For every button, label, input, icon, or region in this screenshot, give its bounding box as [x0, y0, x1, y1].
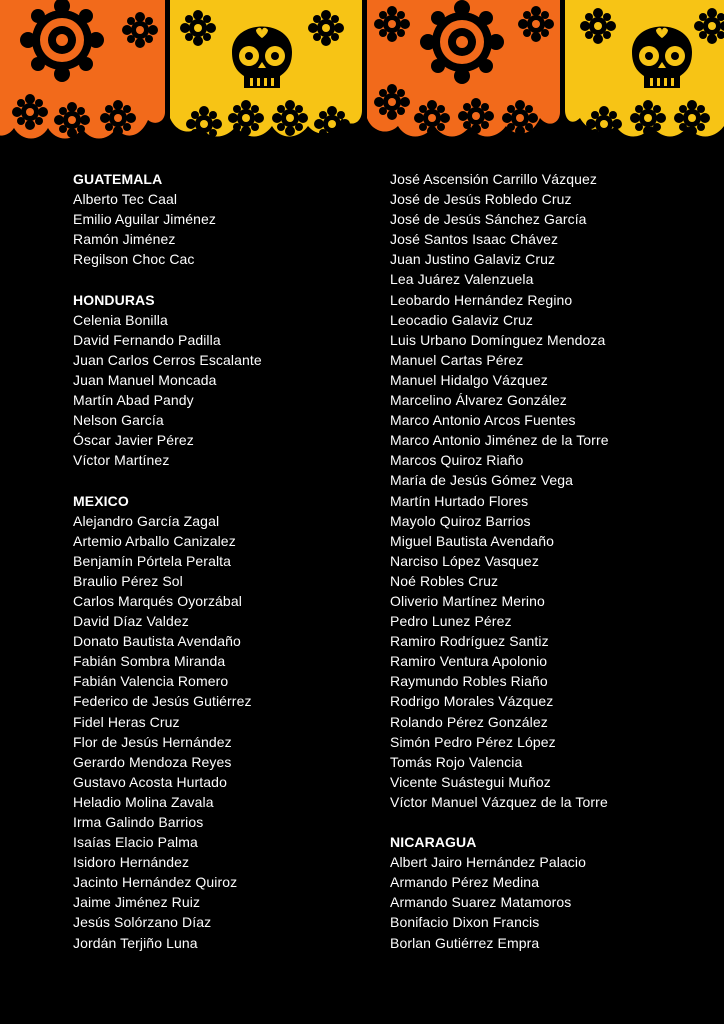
name-entry: Alberto Tec Caal — [73, 191, 178, 208]
name-entry: José Ascensión Carrillo Vázquez — [390, 171, 597, 187]
name-entry: Marco Antonio Jiménez de la Torre — [390, 432, 609, 449]
name-entry: Fabián Valencia Romero — [73, 673, 229, 690]
name-entry: José de Jesús Sánchez García — [390, 211, 587, 228]
name-entry: Carlos Marqués Oyorzábal — [73, 592, 242, 609]
name-entry: Juan Carlos Cerros Escalante — [73, 351, 262, 368]
name-entry: Martín Hurtado Flores — [390, 492, 529, 509]
right-column — [390, 169, 609, 953]
section-heading-guatemala: GUATEMALA — [73, 171, 163, 187]
name-entry: Armando Pérez Medina — [390, 874, 540, 891]
name-entry: Fabián Sombra Miranda — [73, 653, 226, 670]
name-entry: Bonifacio Dixon Francis — [390, 914, 540, 931]
name-entry: Marco Antonio Arcos Fuentes — [390, 412, 576, 429]
name-entry: Artemio Arballo Canizalez — [73, 532, 236, 549]
name-entry: Benjamín Pórtela Peralta — [73, 552, 232, 569]
name-entry: Noé Robles Cruz — [390, 572, 499, 589]
name-entry: Fidel Heras Cruz — [73, 713, 180, 730]
name-entry: Celenia Bonilla — [73, 311, 168, 328]
name-entry: Manuel Hidalgo Vázquez — [390, 371, 548, 388]
name-entry: Ramón Jiménez — [73, 231, 176, 248]
name-entry: David Fernando Padilla — [73, 331, 221, 348]
name-entry: Jordán Terjiño Luna — [73, 934, 198, 951]
name-entry: Armando Suarez Matamoros — [390, 894, 572, 911]
name-entry: Ramiro Ventura Apolonio — [390, 653, 548, 670]
name-entry: Donato Bautista Avendaño — [73, 633, 241, 650]
name-entry: Leobardo Hernández Regino — [390, 291, 573, 308]
name-entry: Narciso López Vasquez — [390, 552, 539, 569]
name-entry: Pedro Lunez Pérez — [390, 613, 512, 630]
name-entry: Flor de Jesús Hernández — [73, 733, 232, 750]
name-entry: Juan Justino Galaviz Cruz — [390, 251, 556, 268]
name-entry: Mayolo Quiroz Barrios — [390, 512, 531, 529]
name-entry: Gerardo Mendoza Reyes — [73, 753, 232, 770]
name-entry: Heladio Molina Zavala — [73, 793, 214, 810]
name-entry: Raymundo Robles Riaño — [390, 673, 548, 690]
name-entry: Leocadio Galaviz Cruz — [390, 311, 533, 328]
name-entry: Nelson García — [73, 412, 164, 429]
name-entry: Vicente Suástegui Muñoz — [390, 773, 551, 790]
name-entry: Tomás Rojo Valencia — [390, 753, 523, 770]
name-entry: Braulio Pérez Sol — [73, 572, 183, 589]
name-entry: Jaime Jiménez Ruiz — [73, 894, 201, 911]
name-entry: José Santos Isaac Chávez — [390, 231, 559, 248]
name-entry: Juan Manuel Moncada — [73, 371, 217, 388]
section-spacer — [390, 812, 609, 832]
section-heading-nicaragua: NICARAGUA — [390, 834, 477, 851]
section-heading-mexico: MEXICO — [73, 492, 129, 509]
name-entry: Alejandro García Zagal — [73, 512, 220, 529]
name-entry: Jacinto Hernández Quiroz — [73, 874, 238, 891]
left-column — [73, 169, 262, 953]
name-entry: José de Jesús Robledo Cruz — [390, 191, 572, 208]
name-entry: David Díaz Valdez — [73, 613, 189, 630]
name-entry: Albert Jairo Hernández Palacio — [390, 854, 586, 871]
name-entry: Ramiro Rodríguez Santiz — [390, 633, 549, 650]
name-entry: Víctor Manuel Vázquez de la Torre — [390, 793, 608, 810]
name-entry: Martín Abad Pandy — [73, 392, 194, 409]
name-entry: Irma Galindo Barrios — [73, 814, 204, 830]
papel-picado-banner — [0, 0, 724, 152]
name-entry: Rolando Pérez González — [390, 713, 548, 730]
name-entry: Víctor Martínez — [73, 452, 170, 469]
name-entry: Marcelino Álvarez González — [390, 392, 567, 409]
name-entry: Federico de Jesús Gutiérrez — [73, 693, 252, 710]
name-entry: Isaías Elacio Palma — [73, 834, 198, 851]
section-spacer — [73, 269, 262, 289]
name-entry: María de Jesús Gómez Vega — [390, 472, 574, 489]
section-spacer — [73, 470, 262, 490]
name-entry: Jesús Solórzano Díaz — [73, 914, 212, 931]
name-entry: Isidoro Hernández — [73, 854, 190, 871]
name-entry: Marcos Quiroz Riaño — [390, 452, 524, 469]
name-entry: Borlan Gutiérrez Empra — [390, 934, 540, 951]
name-entry: Oliverio Martínez Merino — [390, 592, 545, 609]
name-entry: Regilson Choc Cac — [73, 251, 195, 268]
name-entry: Rodrigo Morales Vázquez — [390, 693, 554, 710]
name-entry: Lea Juárez Valenzuela — [390, 271, 534, 288]
name-entry: Manuel Cartas Pérez — [390, 351, 524, 368]
name-entry: Luis Urbano Domínguez Mendoza — [390, 331, 606, 348]
name-entry: Emilio Aguilar Jiménez — [73, 211, 217, 228]
name-entry: Simón Pedro Pérez López — [390, 733, 556, 750]
section-heading-honduras: HONDURAS — [73, 291, 155, 308]
name-entry: Miguel Bautista Avendaño — [390, 532, 555, 549]
name-entry: Óscar Javier Pérez — [73, 432, 194, 449]
name-entry: Gustavo Acosta Hurtado — [73, 773, 227, 790]
